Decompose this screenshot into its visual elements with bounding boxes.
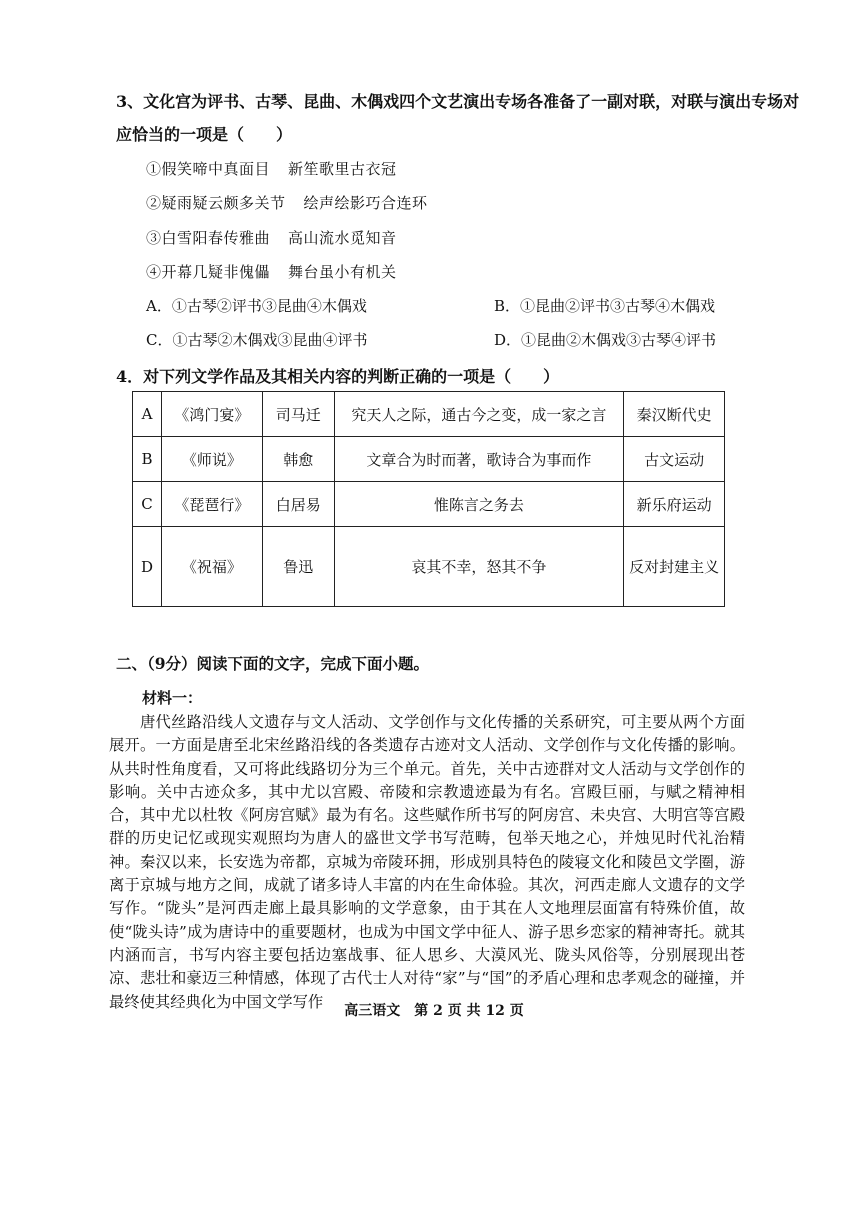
material-paragraph: 唐代丝路沿线人文遗存与文人活动、文学创作与文化传播的关系研究，可主要从两个方面展开。一方面是唐至北宋丝路沿线的各类遗存古迹对文人活动、文学创作与文化传播的影响。从共时性角度看，又可将此线路切分为三个单元。首先，关中古迹群对文人活动与文学创作的影响。关中古迹众多，其中尤以宫殿、帝陵和宗教遗迹最为有名。宫殿巨丽，与赋之精神相合，其中尤以杜牧《阿房宫赋》最为有名。这些赋作所书写的阿房宫、未央宫、大明宫等宫殿群的历史记忆或现实观照均为唐人的盛世文学书写范畴，包举天地之心，并烛见时代礼治精神。秦汉以来，长安选为帝都，京城为帝陵环拥，形成别具特色的陵寝文化和陵邑文学圈，游离于京城与地方之间，成就了诸多诗人丰富的内在生命体验。其次，河西走廊人文遗存的文学写作。“陇头”是河西走廊上最具影响的文学意象，由于其在人文地理层面富有特殊价值，故使“陇头诗”成为唐诗中的重要题材，也成为中国文学中征人、游子思乡恋家的精神寄托。就其内涵而言，书写内容主要包括边塞战事、征人思乡、大漠风光、陇头风俗等，分别展现出苍凉、悲壮和豪迈三种情感，体现了古代士人对待“家”与“国”的矛盾心理和忠孝观念的碰撞，并最终使其经典化为中国文学写作 [109, 713, 745, 1011]
couplet-1 [146, 158, 397, 179]
table-row[interactable] [133, 482, 725, 527]
work-title: 《鸿门宴》 [161, 392, 262, 437]
q3-stem-line2: 应恰当的一项是（ ） [116, 125, 293, 144]
couplet-2-second: 绘声绘影巧合连环 [303, 194, 428, 212]
q3-option-c[interactable]: C．①古琴②木偶戏③昆曲④评书 [146, 331, 368, 349]
couplet-3-second: 高山流水觅知音 [288, 229, 397, 247]
work-title: 《琵琶行》 [161, 482, 262, 527]
row-letter: C [133, 482, 162, 527]
couplet-2-first: ②疑雨疑云颇多关节 [146, 194, 286, 212]
q3-option-d[interactable]: D．①昆曲②木偶戏③古琴④评书 [494, 331, 717, 349]
couplet-2 [146, 192, 428, 213]
couplet-4-second: 舞台虽小有机关 [288, 263, 397, 281]
section-2-title: 二、（9分）阅读下面的文字，完成下面小题。 [116, 654, 430, 673]
author: 白居易 [262, 482, 334, 527]
table-row[interactable] [133, 392, 725, 437]
work-title: 《师说》 [161, 437, 262, 482]
literature-table [132, 391, 725, 607]
couplet-4 [146, 261, 397, 282]
q3-option-b[interactable]: B．①昆曲②评书③古琴④木偶戏 [494, 297, 716, 315]
quote: 究天人之际，通古今之变，成一家之言 [334, 392, 623, 437]
work-title: 《祝福》 [161, 527, 262, 607]
movement: 古文运动 [624, 437, 725, 482]
row-letter: A [133, 392, 162, 437]
author: 司马迁 [262, 392, 334, 437]
table-row[interactable] [133, 437, 725, 482]
couplet-1-second: 新笙歌里古衣冠 [288, 160, 397, 178]
material-label: 材料一： [142, 689, 203, 707]
author: 鲁迅 [262, 527, 334, 607]
q3-option-a[interactable]: A．①古琴②评书③昆曲④木偶戏 [146, 297, 367, 315]
author: 韩愈 [262, 437, 334, 482]
row-letter: D [133, 527, 162, 607]
q4-stem: 4．对下列文学作品及其相关内容的判断正确的一项是（ ） [116, 367, 560, 386]
page-footer: 高三语文 第 2 页 共 12 页 [344, 1003, 524, 1019]
movement: 新乐府运动 [624, 482, 725, 527]
movement: 秦汉断代史 [624, 392, 725, 437]
quote: 文章合为时而著，歌诗合为事而作 [334, 437, 623, 482]
couplet-3-first: ③白雪阳春传雅曲 [146, 229, 271, 247]
row-letter: B [133, 437, 162, 482]
movement: 反对封建主义 [624, 527, 725, 607]
quote: 惟陈言之务去 [334, 482, 623, 527]
quote: 哀其不幸，怒其不争 [334, 527, 623, 607]
q3-stem-line1: 3、文化宫为评书、古琴、昆曲、木偶戏四个文艺演出专场各准备了一副对联，对联与演出专场对 [116, 92, 800, 111]
couplet-3 [146, 227, 397, 248]
couplet-4-first: ④开幕几疑非傀儡 [146, 263, 271, 281]
couplet-1-first: ①假笑啼中真面目 [146, 160, 271, 178]
table-row[interactable] [133, 527, 725, 607]
